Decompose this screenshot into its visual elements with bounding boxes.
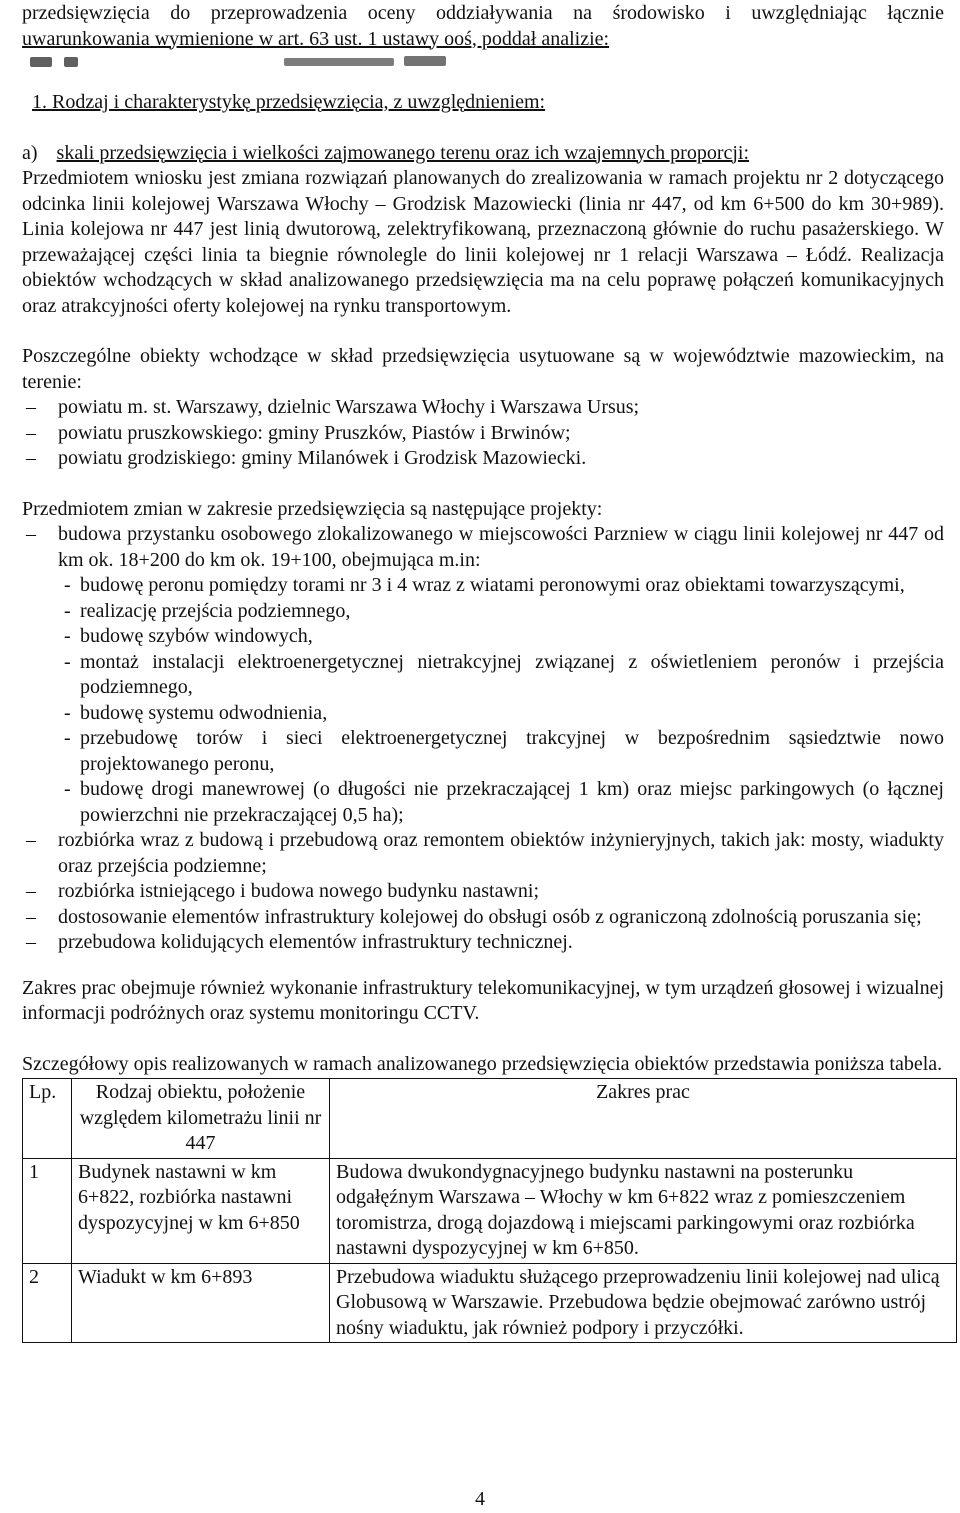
project-1-subitem: - budowę peronu pomiędzy torami nr 3 i 4 wraz z wiatami peronowymi oraz obiektami towarzyszącymi, (64, 574, 905, 596)
project-1-subitem: - budowę systemu odwodnienia, (64, 701, 328, 724)
project-1-text: – budowa przystanku osobowego zlokalizowanego w miejscowości Parzniew w ciągu linii kolejowej nr 447 od km ok. 18+200 do km ok. 19+100, obejmująca m.in: (58, 523, 944, 571)
location-item: – powiatu pruszkowskiego: gminy Pruszków, Piastów i Brwinów; (22, 421, 944, 447)
projects-list (22, 522, 944, 956)
location-item: – powiatu grodziskiego: gminy Milanówek i Grodzisk Mazowiecki. (22, 446, 944, 472)
table-header-scope: Zakres prac (330, 1079, 957, 1159)
table-header-lp: Lp. (23, 1079, 72, 1159)
project-1-subitem: - przebudowę torów i sieci elektroenergetycznej trakcyjnej w bezpośrednim sąsiedztwie nowo projektowanego peronu, (64, 727, 944, 775)
paragraph-location: Poszczególne obiekty wchodzące w skład przedsięwzięcia usytuowane są w województwie mazowieckim, na terenie: (22, 345, 944, 393)
project-1-subitem: - budowę szybów windowych, (64, 625, 313, 647)
table-header-row (23, 1079, 957, 1159)
project-1-sublist (22, 573, 944, 828)
table-header-object: Rodzaj obiektu, położenie względem kilometrażu linii nr 447 (72, 1079, 330, 1159)
paragraph-subject: Przedmiotem wniosku jest zmiana rozwiązań planowanych do zrealizowania w ramach projektu nr 2 dotyczącego odcinka linii kolejowej Warszawa Włochy – Grodzisk Mazowiecki (linia nr 447, od km 6+500 do km 30+989). Linia kolejowa nr 447 jest linią dwutorową, zelektryfikowaną, przeznaczoną głównie do ruchu pasażerskiego. W przeważającej części linia ta biegnie równolegle do linii kolejowej nr 1 relacji Warszawa – Łódź. Realizacja obiektów wchodzących w skład analizowanego przedsięwzięcia ma na celu poprawę połączeń komunikacyjnych oraz atrakcyjności oferty kolejowej na rynku transportowym. (22, 167, 944, 317)
project-item (22, 522, 944, 828)
page-number: 4 (475, 1488, 485, 1510)
table-cell-object: Wiadukt w km 6+893 (72, 1263, 330, 1343)
project-1-subitem: - budowę drogi manewrowej (o długości nie przekraczającej 1 km) oraz miejsc parkingowych (o łącznej powierzchni nie przekraczającej 0,5 ha); (64, 778, 944, 826)
project-1-subitem: - realizację przejścia podziemnego, (64, 599, 351, 622)
table-cell-scope: Budowa dwukondygnacyjnego budynku nastawni na posterunku odgałęźnym Warszawa – Włochy w km 6+822 wraz z pomieszczeniem toromistrza, drogą dojazdową i miejscami parkingowymi oraz rozbiórka nastawni dyspozycyjnej w km 6+850. (330, 1158, 957, 1263)
subsection-title: skali przedsięwzięcia i wielkości zajmowanego terenu oraz ich wzajemnych proporcji: (56, 141, 750, 164)
location-item: – powiatu m. st. Warszawy, dzielnic Warszawa Włochy i Warszawa Ursus; (22, 395, 944, 421)
paragraph-table-intro: Szczegółowy opis realizowanych w ramach analizowanego przedsięwzięcia obiektów przedstawia poniższa tabela. (22, 1052, 943, 1075)
project-1-subitem: - montaż instalacji elektroenergetycznej nietrakcyjnej związanej z oświetleniem peronów i przejścia podziemnego, (64, 650, 944, 698)
subsection-label: a) (22, 141, 38, 164)
intro-line-2: uwarunkowania wymienione w art. 63 ust. 1 ustawy ooś, poddał analizie: (22, 27, 610, 50)
table-cell-lp: 2 (23, 1263, 72, 1343)
table-row (23, 1158, 957, 1263)
project-item: – rozbiórka istniejącego i budowa nowego budynku nastawni; (22, 879, 944, 905)
section-heading: 1. Rodzaj i charakterystykę przedsięwzięcia, z uwzględnieniem: (32, 91, 546, 113)
project-item: – przebudowa kolidujących elementów infrastruktury technicznej. (22, 930, 944, 956)
objects-table (22, 1078, 957, 1343)
table-cell-scope: Przebudowa wiaduktu służącego przeprowadzeniu linii kolejowej nad ulicą Globusową w Warszawie. Przebudowa będzie obejmować zarówno ustrój nośny wiaduktu, jak również podpory i przyczółki. (330, 1263, 957, 1343)
subsection-a (22, 141, 944, 167)
paragraph-scope: Zakres prac obejmuje również wykonanie infrastruktury telekomunikacyjnej, w tym urządzeń głosowej i wizualnej informacji podróżnych oraz systemu monitoringu CCTV. (22, 976, 944, 1024)
table-cell-object: Budynek nastawni w km 6+822, rozbiórka nastawni dyspozycyjnej w km 6+850 (72, 1158, 330, 1263)
redacted-marks (22, 52, 944, 86)
intro-line-1: przedsięwzięcia do przeprowadzenia oceny oddziaływania na środowisko i uwzględniając łącznie (22, 2, 944, 24)
projects-intro: Przedmiotem zmian w zakresie przedsięwzięcia są następujące projekty: (22, 497, 603, 520)
project-item: – rozbiórka wraz z budową i przebudową oraz remontem obiektów inżynieryjnych, takich jak: mosty, wiadukty oraz przejścia podziemne; (22, 828, 944, 879)
table-cell-lp: 1 (23, 1158, 72, 1263)
document-page (22, 0, 944, 1343)
project-item: – dostosowanie elementów infrastruktury kolejowej do obsługi osób z ograniczoną zdolnością poruszania się; (22, 905, 944, 931)
location-list (22, 395, 944, 472)
table-row (23, 1263, 957, 1343)
